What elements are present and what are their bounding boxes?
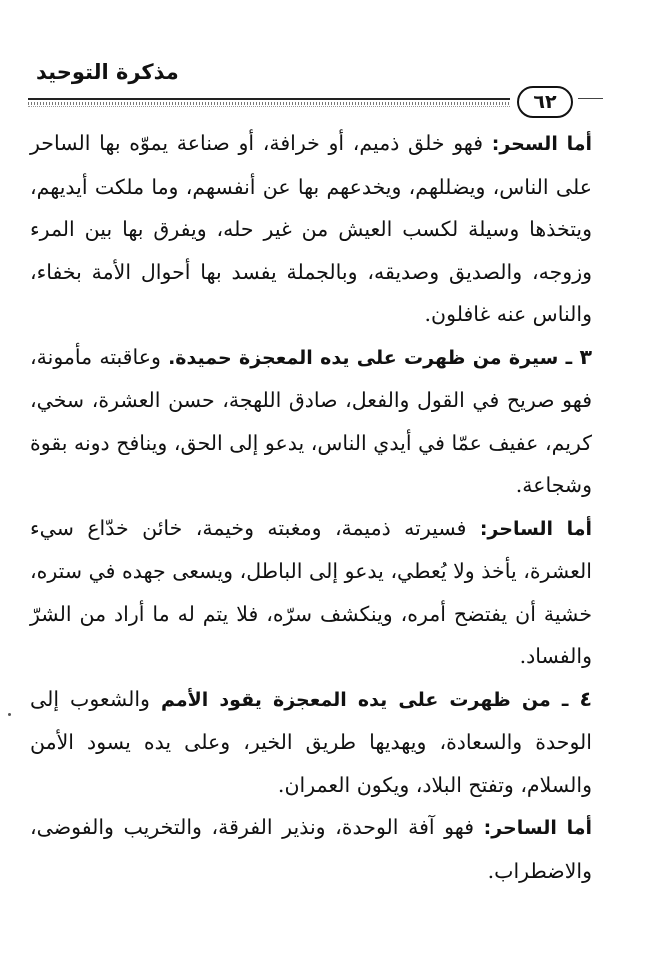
paragraph-magician-conduct [30, 507, 592, 678]
paragraph-lead: ـ من ظهرت على يده المعجزة يقود الأمم [160, 688, 580, 711]
header-rule [28, 98, 510, 107]
paragraph-text: وعاقبته مأمونة، فهو صريح في القول والفعل، صادق اللهجة، حسن العشرة، سخي، كريم، عفيف عمّا في أيدي الناس، يدعو إلى الحق، وينافح دونه بقوة وشجاعة. [30, 344, 592, 497]
paragraph-magic [30, 122, 592, 336]
paragraph-lead: أما الساحر: [479, 517, 592, 540]
paragraph-point-4 [30, 678, 592, 807]
paragraph-text: والشعوب إلى الوحدة والسعادة، ويهديها طريق الخير، وعلى يده يسود الأمن والسلام، وتفتح البلاد، ويكون العمران. [30, 686, 592, 797]
paragraph-text: فسيرته ذميمة، ومغبته وخيمة، خائن خدّاع سيء العشرة، يأخذ ولا يُعطي، يدعو إلى الباطل، ويسعى جهده في ستره، خشية أن يفتضح أمره، وينكشف سرّه، فلا يتم له ما أراد من الشرّ والفساد. [30, 515, 592, 668]
page-number: ٦٢ [517, 86, 573, 118]
page-body [30, 122, 592, 892]
point-number: ٣ [579, 344, 592, 369]
paragraph-point-3 [30, 336, 592, 507]
book-title: مذكرة التوحيد [36, 60, 179, 84]
header-rule-right [578, 98, 603, 99]
page-header [28, 56, 603, 112]
paragraph-lead: أما السحر: [491, 133, 593, 155]
margin-speck [8, 713, 11, 716]
paragraph-magician-harm [30, 806, 592, 892]
point-number: ٤ [579, 686, 592, 711]
paragraph-text: فهو آفة الوحدة، ونذير الفرقة، والتخريب والفوضى، والاضطراب. [30, 815, 592, 883]
paragraph-lead: ـ سيرة من ظهرت على يده المعجزة حميدة. [168, 346, 580, 369]
paragraph-text: فهو خلق ذميم، أو خرافة، أو صناعة يموّه بها الساحر على الناس، ويضللهم، ويخدعهم بها عن أنفسهم، وما ملكت أيديهم، ويتخذها وسيلة لكسب العيش من غير حله، ويفرق بها بين المرء وزوجه، والصديق وصديقه، وبالجملة يفسد بها أحوال الأمة بخفاء، والناس عنه غافلون. [30, 131, 592, 326]
paragraph-lead: أما الساحر: [483, 817, 592, 839]
